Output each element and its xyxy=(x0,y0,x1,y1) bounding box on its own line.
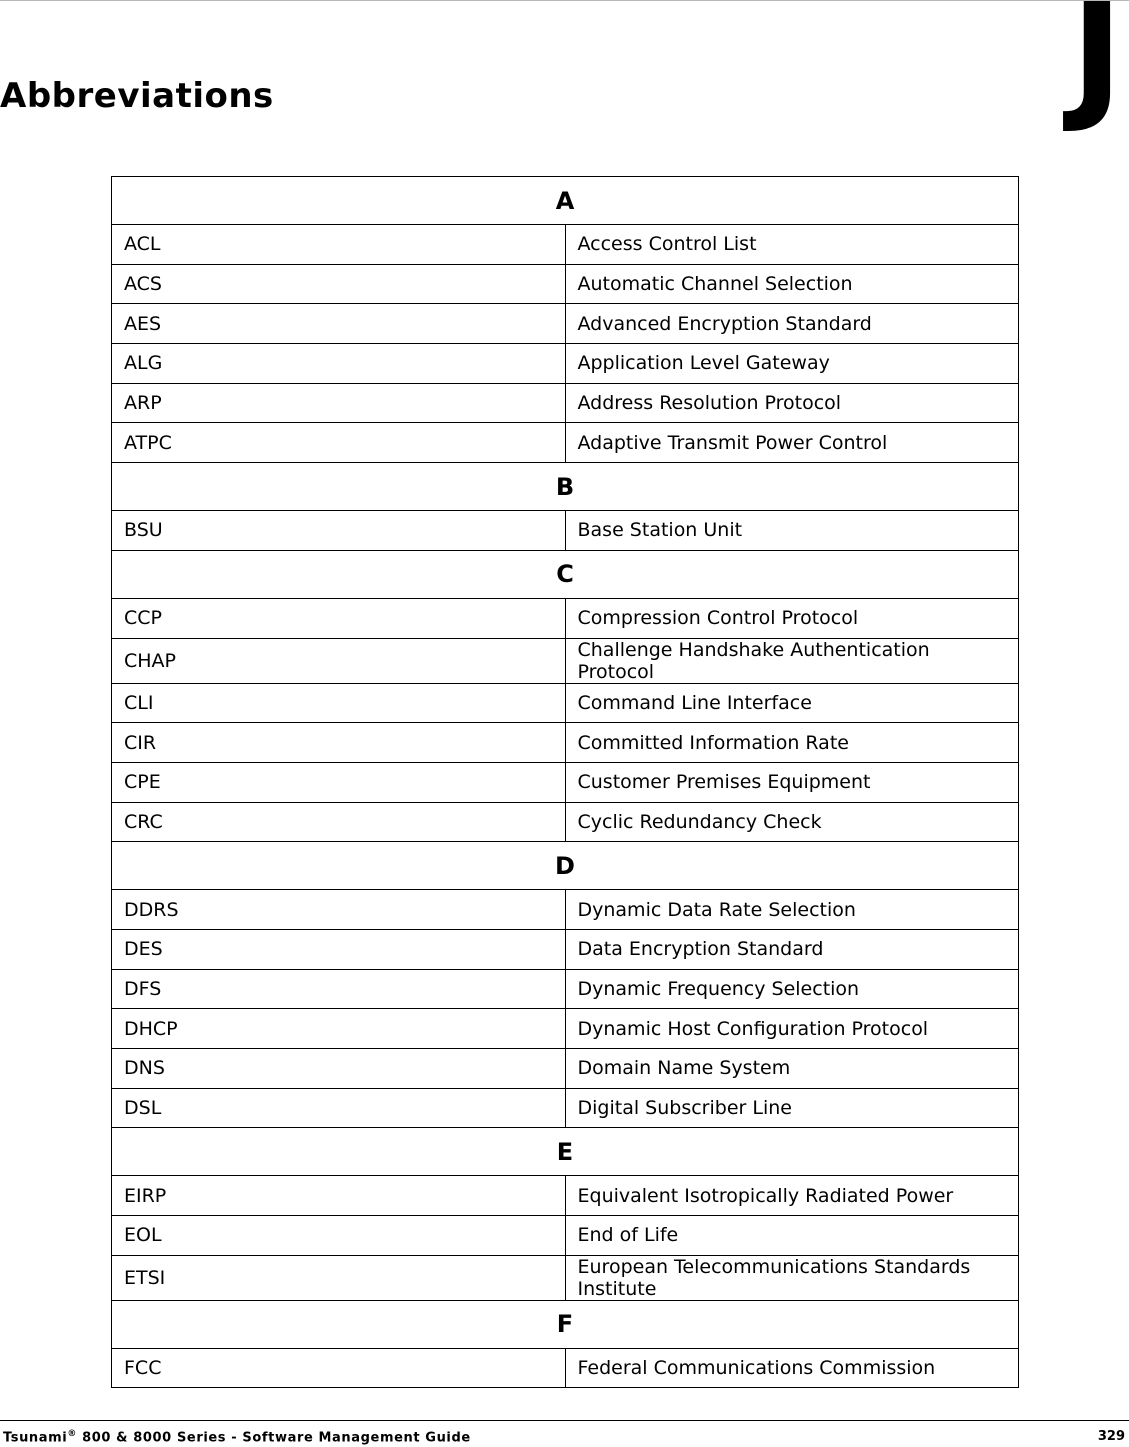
abbreviation-definition: Application Level Gateway xyxy=(565,344,1019,384)
abbreviation-definition: Adaptive Transmit Power Control xyxy=(565,423,1019,463)
section-letter: E xyxy=(112,1128,1019,1176)
abbreviation-term: CHAP xyxy=(112,638,566,683)
abbreviation-term: ACL xyxy=(112,225,566,265)
table-row xyxy=(112,683,1019,723)
table-row xyxy=(112,344,1019,384)
abbreviation-term: CCP xyxy=(112,598,566,638)
abbreviation-term: DHCP xyxy=(112,1009,566,1049)
abbreviation-definition: Dynamic Frequency Selection xyxy=(565,969,1019,1009)
abbreviation-definition: European Telecommunications Standards Institute xyxy=(565,1255,1019,1300)
table-row xyxy=(112,1348,1019,1388)
page-number: 329 xyxy=(1097,1429,1125,1444)
chapter-letter: J xyxy=(1070,0,1123,137)
abbreviation-definition: Dynamic Host Configuration Protocol xyxy=(565,1009,1019,1049)
table-row xyxy=(112,1216,1019,1256)
abbreviation-term: ARP xyxy=(112,383,566,423)
abbreviation-definition: Address Resolution Protocol xyxy=(565,383,1019,423)
abbreviation-term: DFS xyxy=(112,969,566,1009)
abbreviation-definition: Federal Communications Commission xyxy=(565,1348,1019,1388)
abbreviation-definition: Access Control List xyxy=(565,225,1019,265)
footer-guide-name: 800 & 8000 Series - Software Management Guide xyxy=(76,1430,471,1446)
abbreviation-term: ALG xyxy=(112,344,566,384)
abbreviation-definition: Base Station Unit xyxy=(565,511,1019,551)
section-header-row xyxy=(112,1128,1019,1176)
section-header-row xyxy=(112,550,1019,598)
abbreviation-definition: Advanced Encryption Standard xyxy=(565,304,1019,344)
abbreviation-definition: Committed Information Rate xyxy=(565,723,1019,763)
abbreviation-definition: Automatic Channel Selection xyxy=(565,264,1019,304)
section-header-row xyxy=(112,177,1019,225)
table-row xyxy=(112,264,1019,304)
abbreviation-definition: Customer Premises Equipment xyxy=(565,762,1019,802)
table-row xyxy=(112,638,1019,683)
abbreviation-definition: Domain Name System xyxy=(565,1049,1019,1089)
table-row xyxy=(112,723,1019,763)
abbreviation-term: FCC xyxy=(112,1348,566,1388)
table-row xyxy=(112,929,1019,969)
section-letter: C xyxy=(112,550,1019,598)
section-letter: D xyxy=(112,842,1019,890)
footer-brand: Tsunami xyxy=(3,1430,68,1446)
abbreviation-definition: Data Encryption Standard xyxy=(565,929,1019,969)
table-row xyxy=(112,1049,1019,1089)
footer-guide-title xyxy=(3,1429,471,1445)
section-letter: F xyxy=(112,1300,1019,1348)
table-row xyxy=(112,225,1019,265)
table-row xyxy=(112,1009,1019,1049)
abbreviation-definition: End of Life xyxy=(565,1216,1019,1256)
table-row xyxy=(112,304,1019,344)
abbreviation-term: DNS xyxy=(112,1049,566,1089)
abbreviation-definition: Cyclic Redundancy Check xyxy=(565,802,1019,842)
page-title: Abbreviations xyxy=(0,76,274,116)
abbreviation-term: DDRS xyxy=(112,890,566,930)
abbreviation-term: AES xyxy=(112,304,566,344)
table-row xyxy=(112,383,1019,423)
table-row xyxy=(112,890,1019,930)
registered-mark: ® xyxy=(67,1429,77,1439)
abbreviation-term: EIRP xyxy=(112,1176,566,1216)
table-row xyxy=(112,598,1019,638)
abbreviation-definition: Challenge Handshake Authentication Protocol xyxy=(565,638,1019,683)
table-row xyxy=(112,1088,1019,1128)
abbreviation-definition: Compression Control Protocol xyxy=(565,598,1019,638)
abbreviation-term: DES xyxy=(112,929,566,969)
abbreviation-term: CPE xyxy=(112,762,566,802)
section-header-row xyxy=(112,842,1019,890)
top-rule xyxy=(0,0,1129,1)
abbreviation-term: CRC xyxy=(112,802,566,842)
section-header-row xyxy=(112,463,1019,511)
table-row xyxy=(112,1255,1019,1300)
footer-rule xyxy=(0,1420,1129,1421)
abbreviation-term: ACS xyxy=(112,264,566,304)
table-row xyxy=(112,423,1019,463)
table-row xyxy=(112,969,1019,1009)
abbreviation-term: ETSI xyxy=(112,1255,566,1300)
abbreviation-term: EOL xyxy=(112,1216,566,1256)
section-letter: A xyxy=(112,177,1019,225)
abbreviation-term: DSL xyxy=(112,1088,566,1128)
section-letter: B xyxy=(112,463,1019,511)
section-header-row xyxy=(112,1300,1019,1348)
table-row xyxy=(112,1176,1019,1216)
abbreviation-definition: Equivalent Isotropically Radiated Power xyxy=(565,1176,1019,1216)
abbreviation-definition: Digital Subscriber Line xyxy=(565,1088,1019,1128)
abbreviation-term: BSU xyxy=(112,511,566,551)
table-row xyxy=(112,762,1019,802)
abbreviations-table-body xyxy=(112,177,1019,1388)
abbreviation-definition: Dynamic Data Rate Selection xyxy=(565,890,1019,930)
table-row xyxy=(112,802,1019,842)
abbreviation-definition: Command Line Interface xyxy=(565,683,1019,723)
abbreviation-term: CLI xyxy=(112,683,566,723)
table-row xyxy=(112,511,1019,551)
abbreviation-term: CIR xyxy=(112,723,566,763)
abbreviation-term: ATPC xyxy=(112,423,566,463)
abbreviations-table xyxy=(111,176,1019,1388)
